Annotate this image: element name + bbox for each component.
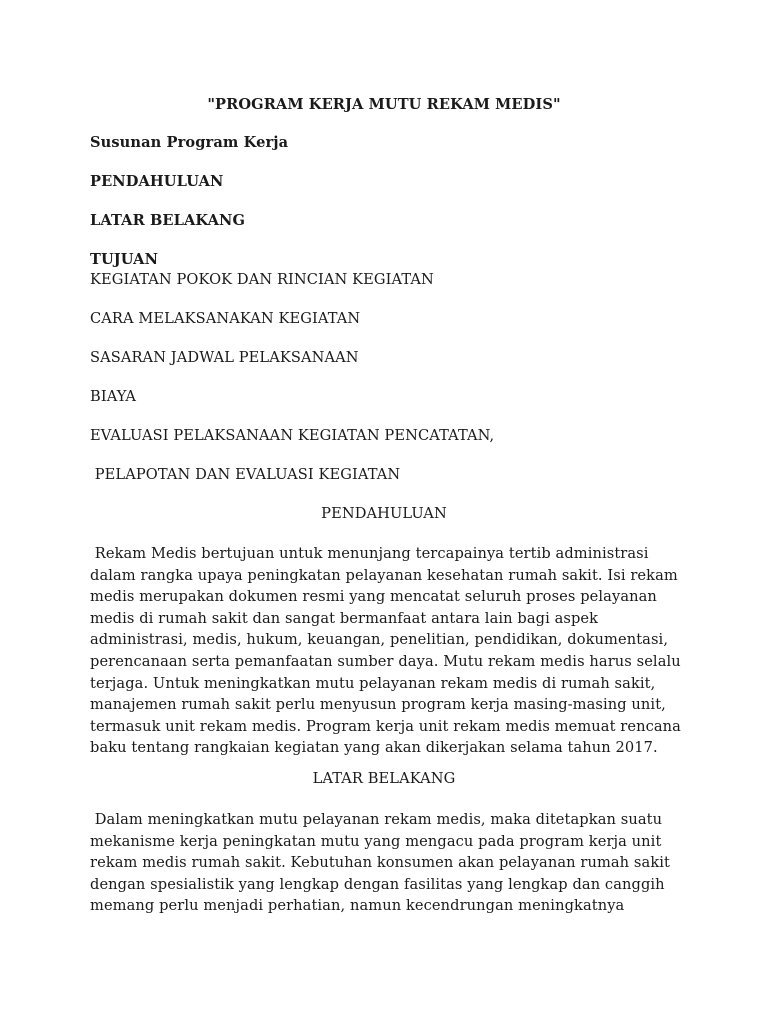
document-title: "PROGRAM KERJA MUTU REKAM MEDIS" — [207, 96, 561, 113]
outline-item-evaluasi: EVALUASI PELAKSANAAN KEGIATAN PENCATATAN, — [90, 427, 495, 444]
paragraph-latar-belakang — [90, 809, 690, 917]
paragraph-line: medis di rumah sakit dan sangat bermanfaat antara lain bagi aspek — [90, 609, 599, 627]
paragraph-line: baku tentang rangkaian kegiatan yang akan dikerjakan selama tahun 2017. — [90, 739, 658, 757]
paragraph-line: administrasi, medis, hukum, keuangan, penelitian, pendidikan, dokumentasi, — [90, 631, 669, 649]
paragraph-line: rekam medis rumah sakit. Kebutuhan konsumen akan pelayanan rumah sakit — [90, 854, 670, 872]
section-heading-latar-belakang: LATAR BELAKANG — [312, 770, 456, 787]
paragraph-line: dengan spesialistik yang lengkap dengan fasilitas yang lengkap dan canggih — [90, 875, 665, 893]
paragraph-line: perencanaan serta pemanfaatan sumber daya. Mutu rekam medis harus selalu — [90, 652, 681, 670]
paragraph-line: dalam rangka upaya peningkatan pelayanan kesehatan rumah sakit. Isi rekam — [90, 566, 678, 584]
outline-item-latar-belakang: LATAR BELAKANG — [90, 212, 246, 229]
paragraph-line: termasuk unit rekam medis. Program kerja unit rekam medis memuat rencana — [90, 717, 681, 735]
paragraph-line: Dalam meningkatkan mutu pelayanan rekam medis, maka ditetapkan suatu — [90, 811, 663, 828]
outline-item-biaya: BIAYA — [90, 388, 136, 405]
paragraph-line: manajemen rumah sakit perlu menyusun program kerja masing-masing unit, — [90, 696, 666, 714]
outline-item-cara-melaksanakan: CARA MELAKSANAKAN KEGIATAN — [90, 310, 361, 327]
outline-item-pelapotan: PELAPOTAN DAN EVALUASI KEGIATAN — [90, 466, 401, 483]
outline-item-kegiatan-pokok: KEGIATAN POKOK DAN RINCIAN KEGIATAN — [90, 271, 434, 288]
document-subtitle: Susunan Program Kerja — [90, 134, 289, 151]
section-heading-pendahuluan: PENDAHULUAN — [321, 505, 447, 522]
outline-item-sasaran-jadwal: SASARAN JADWAL PELAKSANAAN — [90, 349, 359, 366]
paragraph-line: terjaga. Untuk meningkatkan mutu pelayanan rekam medis di rumah sakit, — [90, 674, 656, 692]
paragraph-pendahuluan — [90, 543, 690, 759]
outline-item-pendahuluan: PENDAHULUAN — [90, 173, 224, 190]
paragraph-line: medis merupakan dokumen resmi yang mencatat seluruh proses pelayanan — [90, 588, 657, 606]
outline-item-tujuan: TUJUAN — [90, 251, 159, 268]
paragraph-line: mekanisme kerja peningkatan mutu yang mengacu pada program kerja unit — [90, 832, 662, 850]
paragraph-line: memang perlu menjadi perhatian, namun kecendrungan meningkatnya — [90, 897, 625, 915]
paragraph-line: Rekam Medis bertujuan untuk menunjang tercapainya tertib administrasi — [90, 545, 649, 562]
